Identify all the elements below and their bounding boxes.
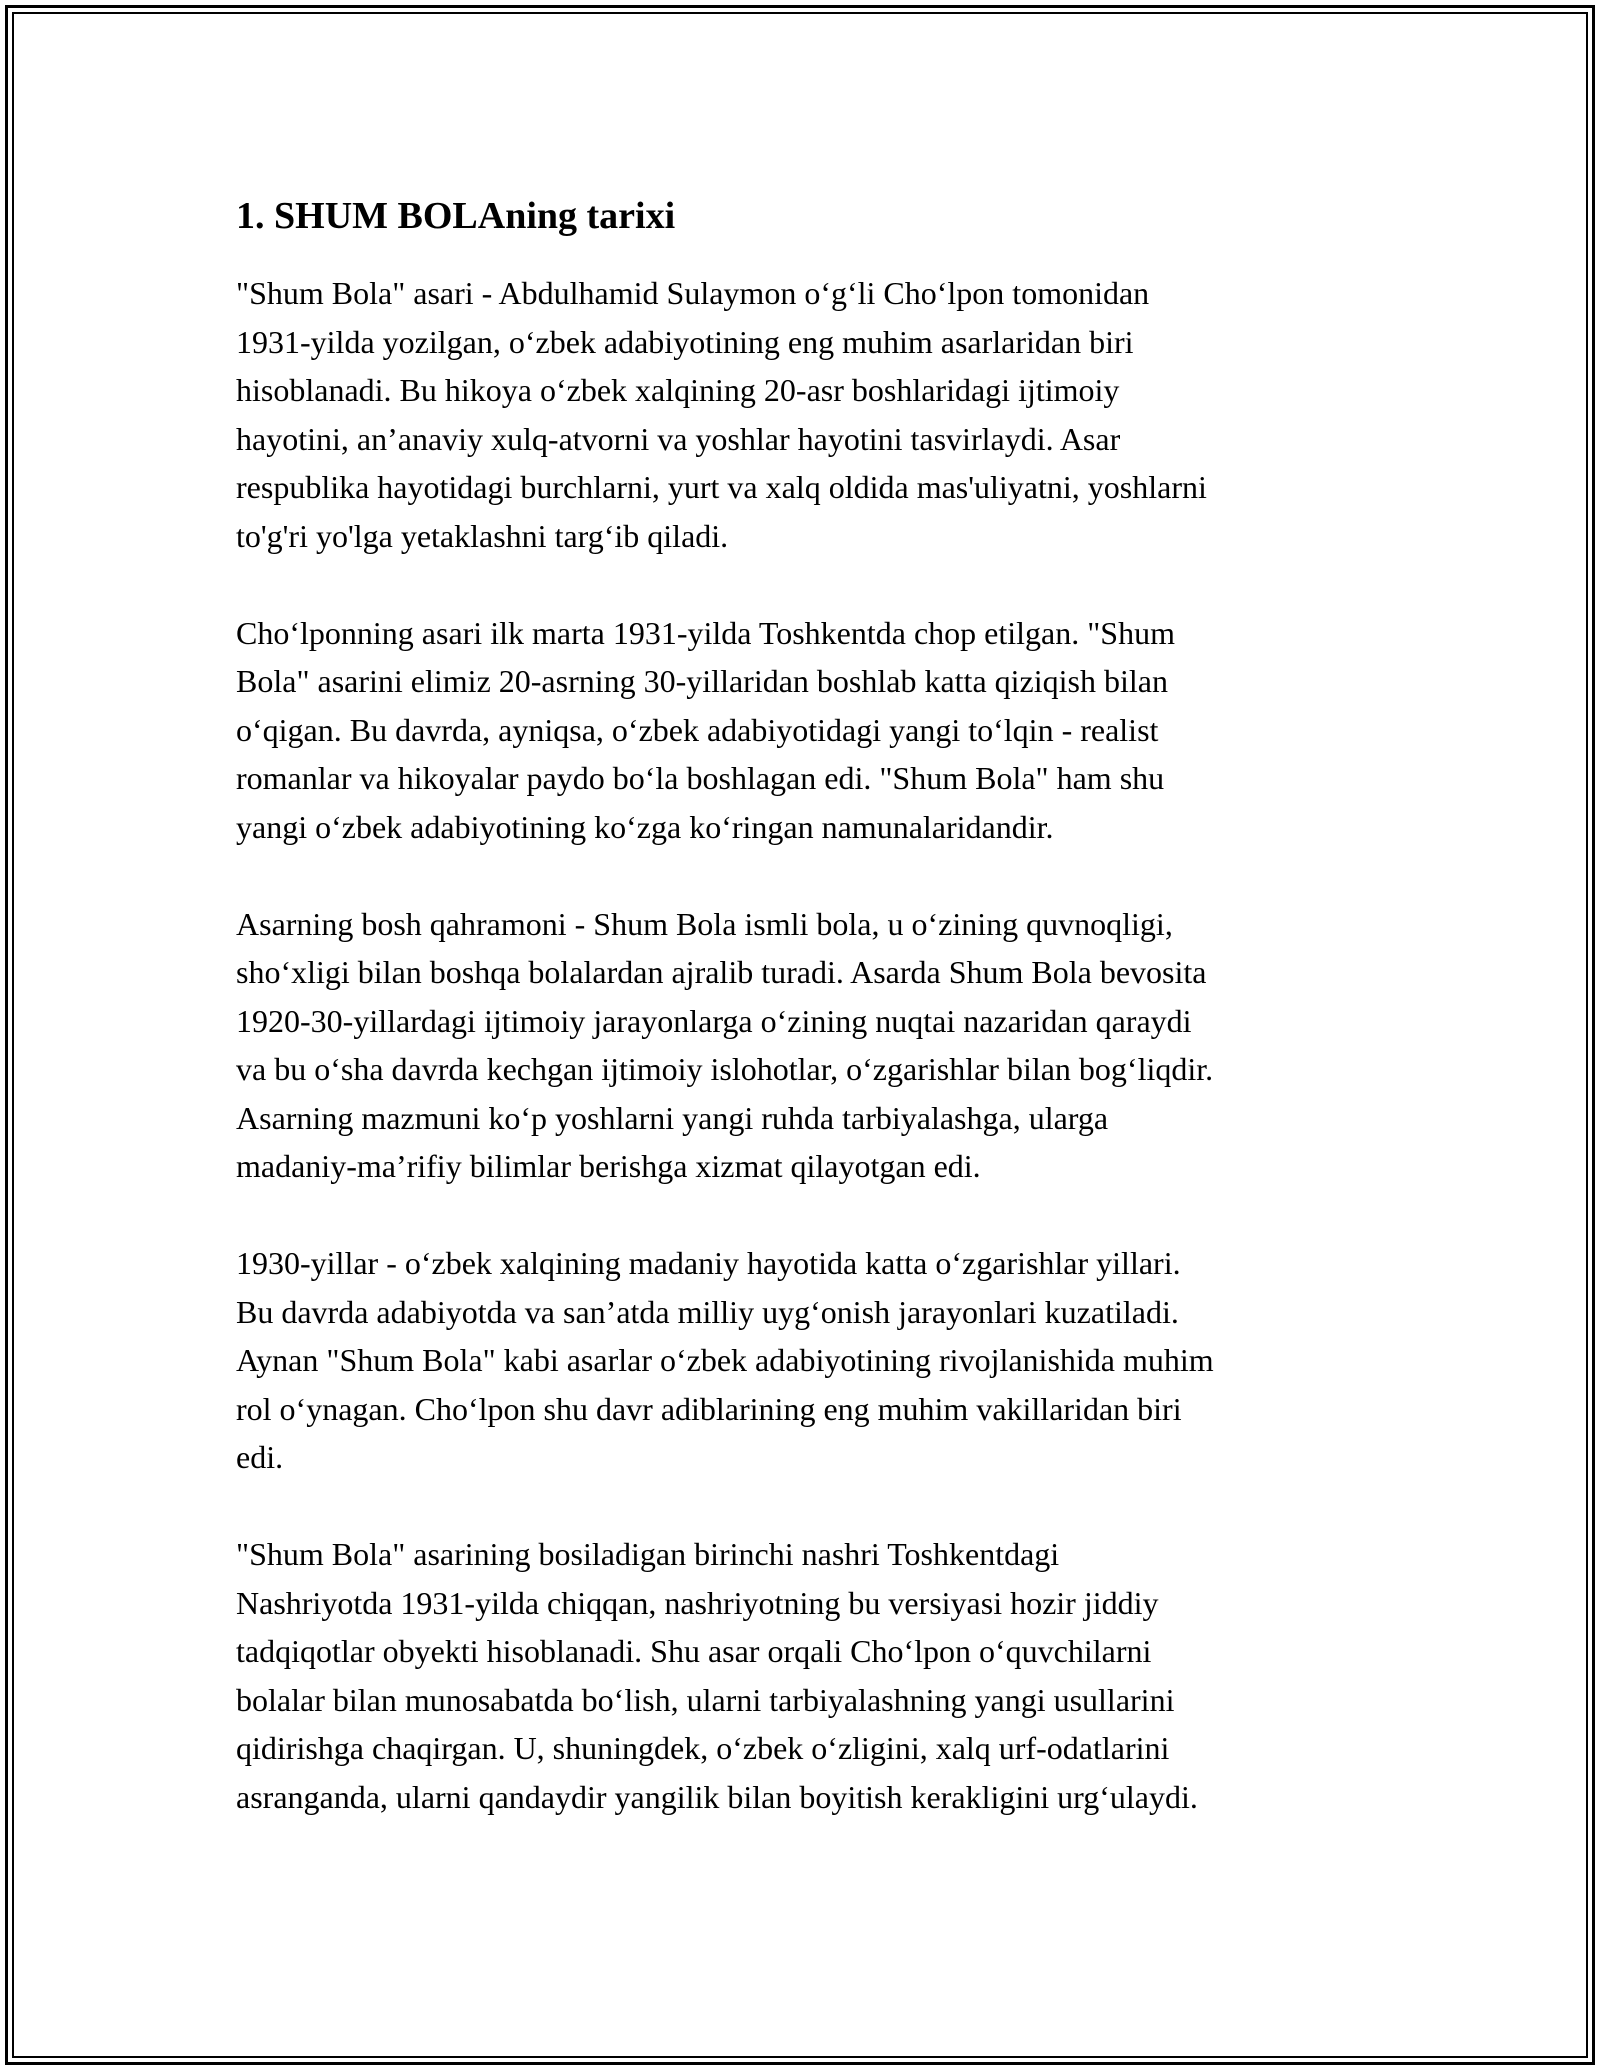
- text-line: qidirishga chaqirgan. U, shuningdek, o‘zbek o‘zligini, xalq urf-odatlarini: [236, 1730, 1170, 1766]
- paragraph-4: [236, 1239, 1366, 1482]
- text-line: 1930-yillar - o‘zbek xalqining madaniy hayotida katta o‘zgarishlar yillari.: [236, 1245, 1181, 1281]
- paragraph-3: [236, 900, 1366, 1191]
- text-line: bolalar bilan munosabatda bo‘lish, ularni tarbiyalashning yangi usullarini: [236, 1681, 1175, 1718]
- text-line: Asarning mazmuni ko‘p yoshlarni yangi ruhda tarbiyalashga, ularga: [236, 1099, 1109, 1136]
- text-line: sho‘xligi bilan boshqa bolalardan ajralib turadi. Asarda Shum Bola bevosita: [236, 954, 1207, 990]
- text-line: rol o‘ynagan. Cho‘lpon shu davr adiblarining eng muhim vakillaridan biri: [236, 1390, 1182, 1427]
- text-line: madaniy-ma’rifiy bilimlar berishga xizmat qilayotgan edi.: [236, 1148, 981, 1184]
- text-line: Cho‘lponning asari ilk marta 1931-yilda Toshkentda chop etilgan. "Shum: [236, 614, 1175, 651]
- paragraph-5: [236, 1530, 1366, 1821]
- text-line: tadqiqotlar obyekti hisoblanadi. Shu asar orqali Cho‘lpon o‘quvchilarni: [236, 1633, 1152, 1669]
- text-line: Nashriyotda 1931-yilda chiqqan, nashriyotning bu versiyasi hozir jiddiy: [236, 1584, 1159, 1621]
- document-page: [236, 190, 1366, 1870]
- text-line: Bu davrda adabiyotda va san’atda milliy uyg‘onish jarayonlari kuzatiladi.: [236, 1293, 1179, 1330]
- text-line: romanlar va hikoyalar paydo bo‘la boshlagan edi. "Shum Bola" ham shu: [236, 760, 1165, 796]
- text-line: to'g'ri yo'lga yetaklashni targ‘ib qiladi.: [236, 517, 729, 554]
- text-line: "Shum Bola" asarining bosiladigan birinchi nashri Toshkentdagi: [236, 1536, 1060, 1572]
- text-line: "Shum Bola" asari - Abdulhamid Sulaymon o‘g‘li Cho‘lpon tomonidan: [236, 275, 1150, 311]
- text-line: asranganda, ularni qandaydir yangilik bilan boyitish kerakligini urg‘ulaydi.: [236, 1778, 1198, 1815]
- text-line: hayotini, an’anaviy xulq-atvorni va yoshlar hayotini tasvirlaydi. Asar: [236, 420, 1121, 457]
- text-line: hisoblanadi. Bu hikoya o‘zbek xalqining 20-asr boshlaridagi ijtimoiy: [236, 372, 1120, 408]
- text-line: o‘qigan. Bu davrda, ayniqsa, o‘zbek adabiyotidagi yangi to‘lqin - realist: [236, 711, 1159, 748]
- text-line: respublika hayotidagi burchlarni, yurt va xalq oldida mas'uliyatni, yoshlarni: [236, 469, 1207, 505]
- text-line: va bu o‘sha davrda kechgan ijtimoiy islohotlar, o‘zgarishlar bilan bog‘liqdir.: [236, 1051, 1214, 1087]
- text-line: 1920-30-yillardagi ijtimoiy jarayonlarga o‘zining nuqtai nazaridan qaraydi: [236, 1002, 1192, 1039]
- document-body: [236, 269, 1366, 1821]
- paragraph-2: [236, 609, 1366, 852]
- document-title: 1. SHUM BOLAning tarixi: [236, 195, 676, 237]
- text-line: Bola" asarini elimiz 20-asrning 30-yillaridan boshlab katta qiziqish bilan: [236, 663, 1168, 699]
- text-line: 1931-yilda yozilgan, o‘zbek adabiyotining eng muhim asarlaridan biri: [236, 323, 1134, 360]
- text-line: edi.: [236, 1439, 284, 1475]
- text-line: yangi o‘zbek adabiyotining ko‘zga ko‘ringan namunalaridandir.: [236, 808, 1054, 845]
- text-line: Asarning bosh qahramoni - Shum Bola ismli bola, u o‘zining quvnoqligi,: [236, 905, 1173, 942]
- paragraph-1: [236, 269, 1366, 560]
- text-line: Aynan "Shum Bola" kabi asarlar o‘zbek adabiyotining rivojlanishida muhim: [236, 1342, 1214, 1378]
